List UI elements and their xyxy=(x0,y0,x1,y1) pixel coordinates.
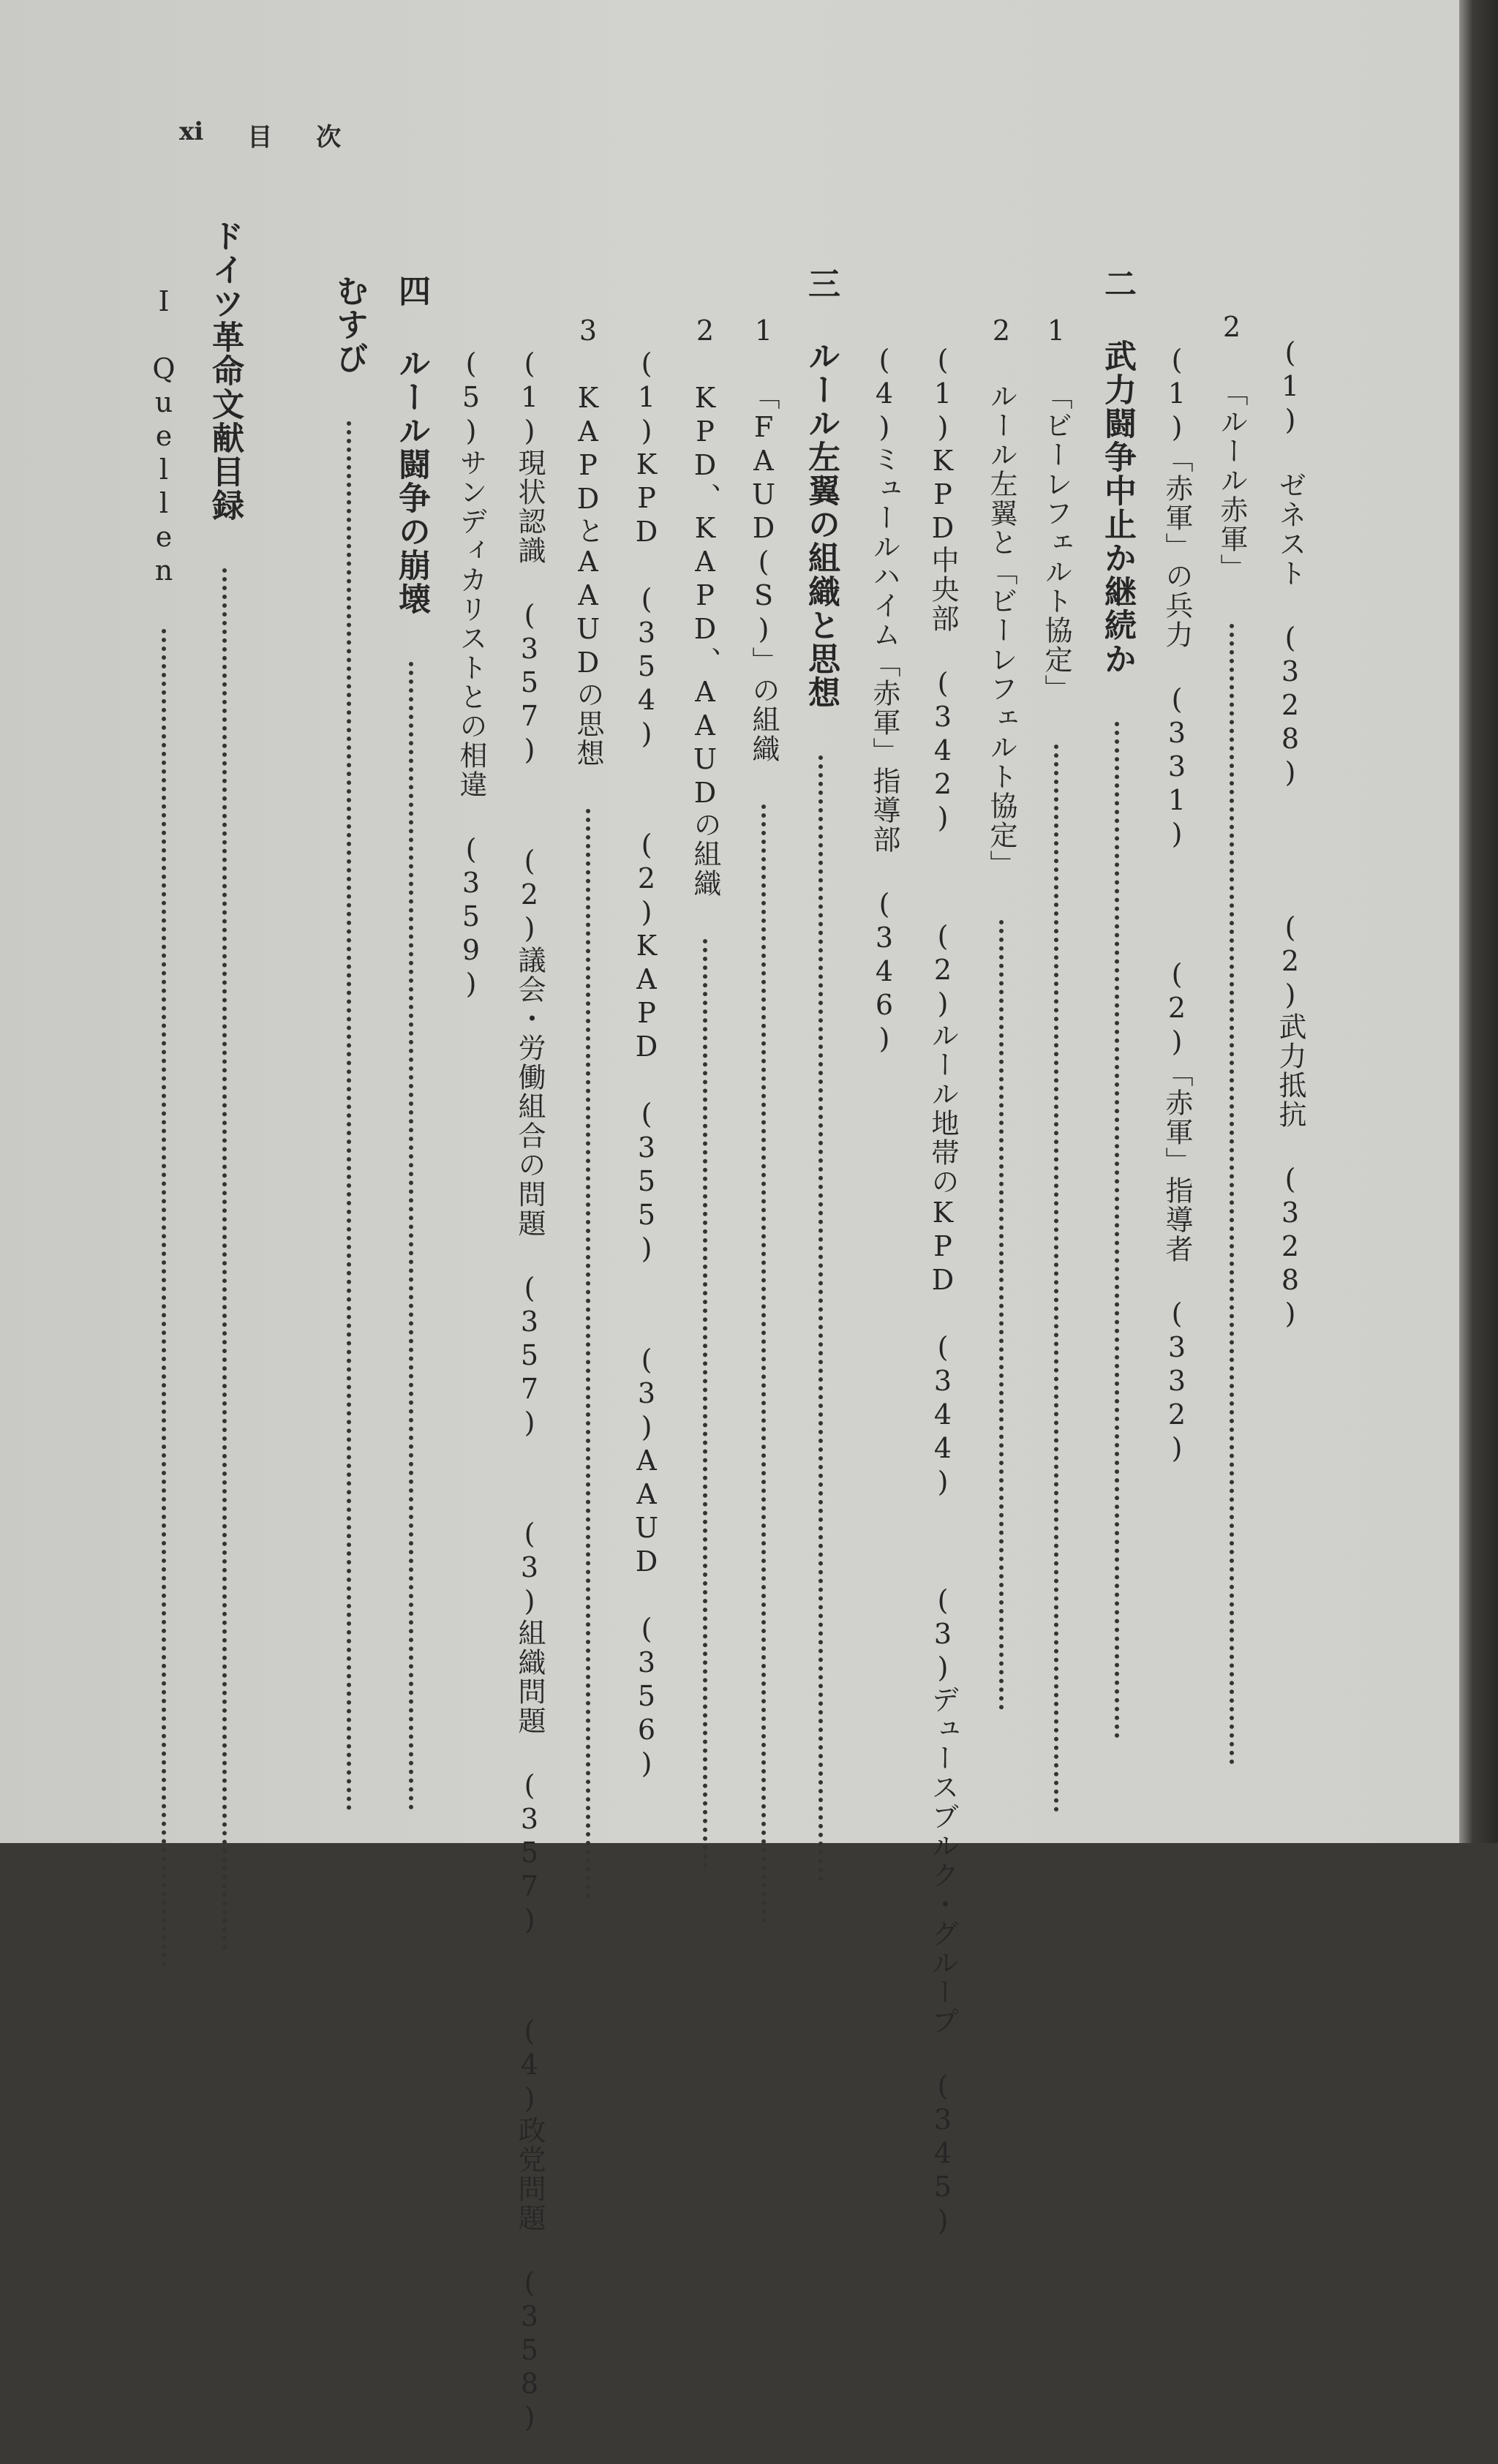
toc-subitem: (2)議会・労働組合の問題 (357) xyxy=(513,845,546,1440)
toc-column xyxy=(513,347,546,2464)
toc-column xyxy=(150,285,178,1967)
toc-column xyxy=(331,274,368,1811)
toc-section-title: 1 「ビーレフェルト協定」 xyxy=(1040,314,1072,704)
leader-dots xyxy=(818,756,823,1882)
toc-column xyxy=(1042,314,1070,1812)
toc-subitem: (3)組織問題 (357) xyxy=(513,1518,546,1937)
toc-part-subtitle: I Quellen xyxy=(148,285,180,588)
leader-dots xyxy=(1230,624,1234,1765)
toc-subitem: (2)KAPD (355) xyxy=(631,829,663,1266)
toc-subitem: (1) ゼネスト (328) xyxy=(1274,336,1306,790)
toc-column xyxy=(929,344,957,2267)
toc-subitem: (5)サンディカリストとの相違 (359) xyxy=(455,347,487,1001)
toc-subitem: (4)政党問題 (358) xyxy=(513,2015,546,2435)
page-edge-shadow xyxy=(1459,0,1498,1843)
toc-subitem: (3)デュースブルク・グループ (345) xyxy=(927,1584,959,2238)
leader-dots xyxy=(761,805,766,1924)
toc-subitem: (1)現状認識 (357) xyxy=(513,347,546,767)
leader-dots xyxy=(347,421,351,1811)
toc-chapter-title: 二 武力闘争中止か継続か xyxy=(1099,267,1136,676)
toc-section-title: 2 KPD、KAPD、AAUDの組織 xyxy=(689,314,721,898)
toc-column xyxy=(206,219,244,1951)
toc-column xyxy=(574,314,602,1899)
leader-dots xyxy=(999,920,1004,1710)
toc-subitem: (3)AAUD (356) xyxy=(631,1344,663,1781)
leader-dots xyxy=(222,568,227,1951)
leader-dots xyxy=(703,939,707,1868)
toc-chapter-title: 四 ルール闘争の崩壊 xyxy=(393,274,430,616)
running-header xyxy=(179,117,341,153)
toc-subitem: (4)ミュールハイム「赤軍」指導部 (346) xyxy=(868,344,900,1056)
toc-subitem: (2)ルール地帯のKPD (344) xyxy=(927,920,959,1499)
toc-column xyxy=(750,314,778,1924)
toc-section-title: 2 ルール左翼と「ビーレフェルト協定」 xyxy=(985,314,1017,879)
toc-column xyxy=(1218,311,1246,1765)
leader-dots xyxy=(1054,745,1058,1812)
toc-column xyxy=(631,347,663,1810)
leader-dots xyxy=(409,662,413,1810)
toc-column xyxy=(802,267,840,1882)
header-title-mokuji-1: 目 xyxy=(247,123,273,152)
toc-subitem: (1)「赤軍」の兵力 (331) xyxy=(1161,344,1193,851)
toc-column xyxy=(870,344,898,1056)
toc-column xyxy=(691,314,719,1868)
toc-column xyxy=(1163,344,1191,1495)
leader-dots xyxy=(1115,722,1119,1738)
toc-column xyxy=(1276,336,1304,1360)
header-title-mokuji-2: 次 xyxy=(316,123,342,152)
page-number: xi xyxy=(179,117,204,146)
toc-column xyxy=(457,347,485,1001)
toc-subitem: (2)武力抵抗 (328) xyxy=(1274,911,1306,1331)
toc-column xyxy=(987,314,1015,1710)
toc-section-title: 1 「FAUD(S)」の組織 xyxy=(748,314,780,764)
toc-subitem: (1)KPD中央部 (342) xyxy=(927,344,959,835)
leader-dots xyxy=(162,629,166,1967)
toc-column xyxy=(393,274,430,1810)
toc-section-title: 2 「ルール赤軍」 xyxy=(1216,311,1248,583)
toc-section-title: 3 KAPDとAAUDの思想 xyxy=(572,314,604,768)
toc-chapter-title: むすび xyxy=(331,274,368,375)
leader-dots xyxy=(586,809,590,1899)
toc-subitem: (2)「赤軍」指導者 (332) xyxy=(1161,958,1193,1466)
toc-part-title: ドイツ革命文献目録 xyxy=(206,219,244,522)
toc-chapter-title: 三 ルール左翼の組織と思想 xyxy=(802,267,840,709)
toc-subitem: (1)KPD (354) xyxy=(631,347,663,751)
toc-column xyxy=(1099,267,1136,1738)
